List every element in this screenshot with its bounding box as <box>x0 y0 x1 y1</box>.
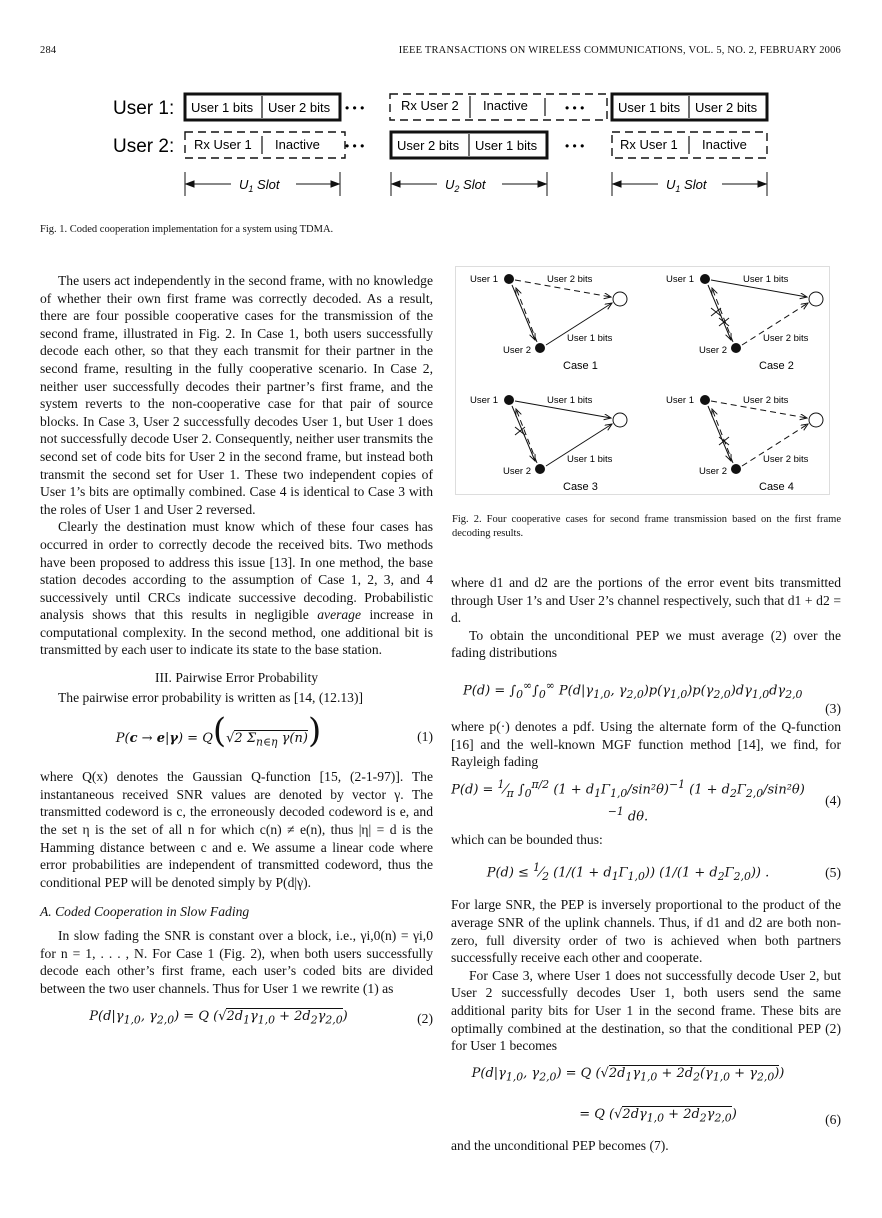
fig1-caption: Fig. 1. Coded cooperation implementation for a system using TDMA. <box>40 224 334 235</box>
right-column <box>451 574 841 1154</box>
paragraph: where Q(x) denotes the Gaussian Q-function [15, (2-1-97)]. The instantaneous received SNR values are denoted by vector γ. The transmitted codeword is c, the erroneously decoded codeword is e, and the set η is the set of all n for which c(n) ≠ e(n), thus |η| = d is the Hamming distance between c and e. We assume a linear code where error probabilities are independent of transmitted codeword, thus the conditional PEP will be denoted simply by P(d|γ). <box>40 769 433 890</box>
svg-text:Rx User 1: Rx User 1 <box>620 137 678 152</box>
svg-text:Case 1: Case 1 <box>563 360 598 372</box>
svg-text:User 1 bits: User 1 bits <box>567 454 613 465</box>
paragraph: The pairwise error probability is written as [14, (12.13)] <box>58 689 364 705</box>
fig1-user2-label: User 2: <box>113 136 175 157</box>
svg-text:• • •: • • • <box>565 139 585 153</box>
svg-text:• • •: • • • <box>565 101 585 115</box>
svg-text:User 2 bits: User 2 bits <box>397 138 460 153</box>
fig2-caption: Fig. 2. Four cooperative cases for second frame transmission based on the first frame decoding results. <box>452 514 841 539</box>
svg-text:Case 3: Case 3 <box>563 481 598 493</box>
equation-3: $P(d) = \int_0^\infty\int_0^\infty$ $P(d|\gamma_{1,0}$, $\gamma_{2,0})p(\gamma_{1,0})p(\gamma_{2,0})d\gamma_{1,0}d\gamma_{2,0}$ (3) <box>463 678 841 717</box>
fig1-user1-label: User 1: <box>113 98 175 119</box>
svg-text:User 1: User 1 <box>470 395 498 406</box>
svg-text:User 2: User 2 <box>503 466 531 477</box>
svg-text:Rx User 2: Rx User 2 <box>401 98 459 113</box>
svg-text:User 2 bits: User 2 bits <box>695 100 758 115</box>
fig1-tdma-diagram <box>100 84 790 204</box>
paragraph: The users act independently in the second frame, with no knowledge of whether their own first frame was correctly decoded. As a result, there are four possible cooperative cases for the transmission of the second frame, illustrated in Fig. 2. In Case 1, both users successfully decode each other, so that they each transmit for their partner in the second frame, resulting in the fully cooperative scenario. In Case 2, neither user successfully decodes their partner’s first frame, and the system reverts to the non-cooperative case for that pair of source blocks. In Case 3, User 2 successfully decodes User 1, but User 1 does not successfully decode User 2. Consequently, neither user transmits the second set of code bits for User 2 in the second frame, but instead both transmit the second set for User 1. These two independent copies of User 1’s bits are optimally combined. Case 4 is identical to Case 3 with the roles of User 1 and User 2 reversed. <box>40 273 433 517</box>
svg-text:User 2 bits: User 2 bits <box>763 333 809 344</box>
svg-text:User 2 bits: User 2 bits <box>763 454 809 465</box>
svg-text:User 1 bits: User 1 bits <box>475 138 538 153</box>
paragraph: Clearly the destination must know which of these four cases has occurred in order to correctly decode the received bits. Two methods have been proposed to address this issue [13]. In one method, the base station decodes according to the assumption of Case 1, 2, 3, and 4 successively until CRCs indicate successive decoding. Probabilistic analysis shows that this results in negligible average increase in computational complexity. In the second method, one additional bit is transmitted by each user to indicate its state to the base station. <box>40 519 433 658</box>
svg-text:User 2: User 2 <box>503 345 531 356</box>
svg-text:User 2 bits: User 2 bits <box>743 395 789 406</box>
svg-text:User 1 bits: User 1 bits <box>547 395 593 406</box>
svg-text:U2 Slot: $U_2$ Slot <box>445 177 486 194</box>
paragraph: For large SNR, the PEP is inversely proportional to the product of the average SNR of the uplink channels. Thus, if d1 and d2 are both non-zero, full diversity order of two is achieved when both partners successfully receive each other and cooperate. <box>451 897 841 966</box>
svg-text:User 1 bits: User 1 bits <box>743 274 789 285</box>
svg-text:Case 4: Case 4 <box>759 481 794 493</box>
svg-text:User 1 bits: User 1 bits <box>567 333 613 344</box>
paragraph: which can be bounded thus: <box>451 831 603 847</box>
svg-text:• • •: • • • <box>345 139 365 153</box>
paragraph: For Case 3, where User 1 does not successfully decode User 2, but User 2 successfully decodes User 1, both users send the same additional parity bits for User 1 in the second frame. These bits are optimally combined at the destination, so that the conditional PEP (2) for User 1 becomes <box>451 967 841 1054</box>
svg-text:User 1 bits: User 1 bits <box>191 100 254 115</box>
svg-text:U1 Slot: $U_1$ Slot <box>239 177 280 194</box>
svg-text:Rx User 1: Rx User 1 <box>194 137 252 152</box>
svg-text:User 1 bits: User 1 bits <box>618 100 681 115</box>
paragraph: and the unconditional PEP becomes (7). <box>451 1137 669 1153</box>
equation-4: $P(d) = ^1⁄_\pi$ $\int_0^{\pi/2}$ $(1 + d_1\Gamma_{1,0}/\sin^2\theta)^{-1}$ $(1 + d_2\Gamma_{2,0}/\sin^2\theta)^{-1}$ dθ. (4) <box>451 778 841 824</box>
running-header: IEEE TRANSACTIONS ON WIRELESS COMMUNICATIONS, VOL. 5, NO. 2, FEBRUARY 2006 <box>398 45 841 56</box>
svg-text:Inactive: Inactive <box>483 98 528 113</box>
svg-text:Inactive: Inactive <box>702 137 747 152</box>
page-number: 284 <box>40 45 57 56</box>
equation-5: $P(d) \le ^1⁄_2$ $(1/(1 + d_1\Gamma_{1,0}))$ $(1/(1 + d_2\Gamma_{2,0}))$ . (5) <box>486 861 841 883</box>
equation-1: P(c → e|γ) = Q(√2 $\Sigma_{n\in\eta}$ γ(n)) (1) <box>115 711 433 752</box>
svg-text:User 1: User 1 <box>470 274 498 285</box>
paragraph: where p(·) denotes a pdf. Using the alternate form of the Q-function [16] and the well-known MGF function method [14], we find, for Rayleigh fading <box>451 718 841 770</box>
svg-text:User 2 bits: User 2 bits <box>268 100 331 115</box>
svg-text:User 1: User 1 <box>666 395 694 406</box>
svg-text:User 2: User 2 <box>699 345 727 356</box>
svg-text:• • •: • • • <box>345 101 365 115</box>
svg-text:User 2: User 2 <box>699 466 727 477</box>
equation-6: $P(d|\gamma_{1,0}$, $\gamma_{2,0}) = Q$ $(√2d_1\gamma_{1,0} + 2d_2(\gamma_{1,0} + \gamma_{2,0}))$ = Q $(√2d\gamma_{1,0} + 2d_2\gamma_{2,0})$ (6) <box>471 1065 841 1128</box>
svg-text:Inactive: Inactive <box>275 137 320 152</box>
svg-text:User 2 bits: User 2 bits <box>547 274 593 285</box>
equation-2: $P(d|\gamma_{1,0}$, $\gamma_{2,0}) = Q$ $(√2d_1\gamma_{1,0} + 2d_2\gamma_{2,0})$ (2) <box>89 1008 433 1027</box>
fig2-cooperative-cases <box>455 266 831 496</box>
paragraph: where d1 and d2 are the portions of the error event bits transmitted through User 1’s and User 2’s channel respectively, such that d1 + d2 = d. <box>451 575 841 626</box>
left-column <box>40 272 433 1039</box>
subsection-heading: A. Coded Cooperation in Slow Fading <box>40 904 250 920</box>
svg-text:Case 2: Case 2 <box>759 360 794 372</box>
paragraph: In slow fading the SNR is constant over a block, i.e., γi,0(n) = γi,0 for n = 1, . . . , N. For Case 1 (Fig. 2), when both users successfully decode each other’s first frame, each user’s coded bits are divided between the two user channels. Thus for User 1 we rewrite (1) as <box>40 928 433 996</box>
svg-text:U1 Slot: $U_1$ Slot <box>666 177 707 194</box>
svg-text:User 1: User 1 <box>666 274 694 285</box>
section-heading: III. Pairwise Error Probability <box>154 670 319 686</box>
paragraph: To obtain the unconditional PEP we must average (2) over the fading distributions <box>451 627 841 661</box>
